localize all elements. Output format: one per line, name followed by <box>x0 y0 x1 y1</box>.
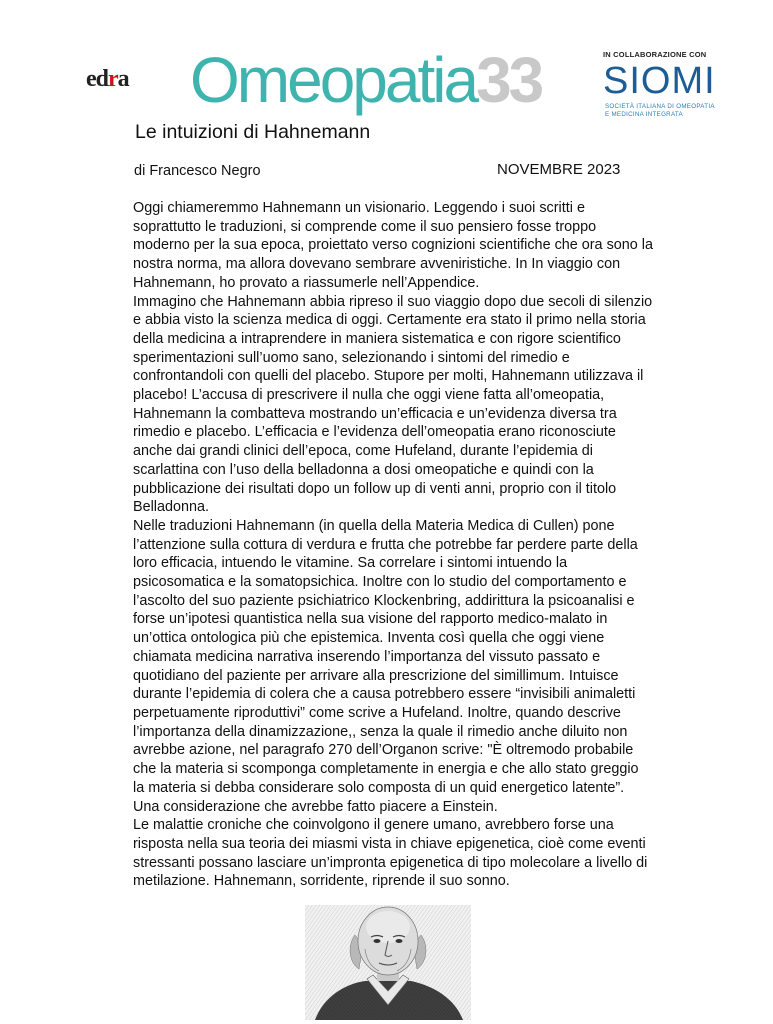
article-author: di Francesco Negro <box>134 163 261 179</box>
article-paragraph-2: Immagino che Hahnemann abbia ripreso il suo viaggio dopo due secoli di silenzio e abbia visto la scienza medica di oggi. Certamente era stato il primo nella storia della medicina a intraprendere in maniera sistematica e con rigore scientifico sperimentazioni sull’uomo sano, selezionando i sintomi del rimedio e confrontandoli con quelli del placebo. Stupore per molti, Hahnemann utilizzava il placebo! L’accusa di prescrivere il nulla che oggi viene fatta all’omeopatia, Hahnemann la combatteva mostrando un’efficacia e un’evidenza diversa tra rimedio e placebo. L’efficacia e l’evidenza dell’omeopatia erano riconosciute anche dai grandi clinici dell’epoca, come Hufeland, durante l’epidemia di scarlattina con l’uso della belladonna a dosi omeopatiche e quindi con la pubblicazione dei risultati dopo un follow up di venti anni, proprio con il titolo Belladonna. <box>133 293 653 516</box>
siomi-subtitle <box>605 103 745 118</box>
siomi-subtitle-line-2: E MEDICINA INTEGRATA <box>605 110 683 118</box>
article-body <box>133 199 653 891</box>
masthead-logo <box>190 44 542 118</box>
edra-logo-part-1: ed <box>86 66 108 92</box>
article-paragraph-3: Nelle traduzioni Hahnemann (in quella della Materia Medica di Cullen) pone l’attenzione sulla cottura di verdura e frutta che potrebbe far perdere parte della loro efficacia, intuendo le vitamine. Sa correlare i sintomi intuendo la psicosomatica e la somatopsichica. Inoltre con lo studio del comportamento e l’ascolto del suo paziente psichiatrico Klockenbring, addirittura la psicoanalisi e forse un’ipotesi quantistica nella sua visione del rapporto medico-malato in un’ottica ontologica più che epistemica. Inventa così quella che oggi viene chiamata medicina narrativa inserendo l’importanza del vissuto passato e quotidiano del paziente per arrivare alla prescrizione del simillimum. Intuisce durante l’epidemia di colera che a causa potrebbero essere “invisibili animaletti perpetuamente riproduttivi” come scrive a Hufeland. Inoltre, quando descrive l’importanza della dinamizzazione,, senza la quale il rimedio anche diluito non avrebbe azione, nel paragrafo 270 dell’Organon scrive: "È oltremodo probabile che la materia si scomponga completamente in energia e che allo stato greggio la materia si debba considerare solo composta di un quid energetico latente”. Una considerazione che avrebbe fatto piacere a Einstein. <box>133 517 639 815</box>
partner-caption: IN COLLABORAZIONE CON <box>603 50 707 59</box>
article-date: NOVEMBRE 2023 <box>497 161 621 178</box>
article-paragraph-1: Oggi chiameremmo Hahnemann un visionario. Leggendo i suoi scritti e soprattutto le traduzioni, si comprende come il suo pensiero fosse troppo moderno per la sua epoca, proiettato verso cognizioni scientifiche che ora sono la nostra norma, ma allora dovevano sembrare avveniristiche. In In viaggio con Hahnemann, ho provato a riassumerle nell’Appendice. <box>133 200 653 291</box>
article-paragraph-4: Le malattie croniche che coinvolgono il genere umano, avrebbero forse una risposta nella sua teoria dei miasmi vista in chiave epigenetica, cioè come eventi stressanti possano lasciare un’impronta epigenetica di tipo molecolare a livello di metilazione. Hahnemann, sorridente, riprende il suo sonno. <box>133 817 648 890</box>
article-title: Le intuizioni di Hahnemann <box>135 121 371 143</box>
siomi-subtitle-line-1: SOCIETÀ ITALIANA DI OMEOPATIA <box>605 103 715 110</box>
edra-logo-part-3: a <box>117 66 129 92</box>
siomi-logo: SIOMI <box>603 60 716 102</box>
edra-logo <box>86 66 138 96</box>
hahnemann-portrait <box>305 905 471 1020</box>
masthead-number: 33 <box>476 44 542 116</box>
edra-logo-part-2: r <box>108 66 118 92</box>
masthead-word: Omeopatia <box>190 44 477 116</box>
